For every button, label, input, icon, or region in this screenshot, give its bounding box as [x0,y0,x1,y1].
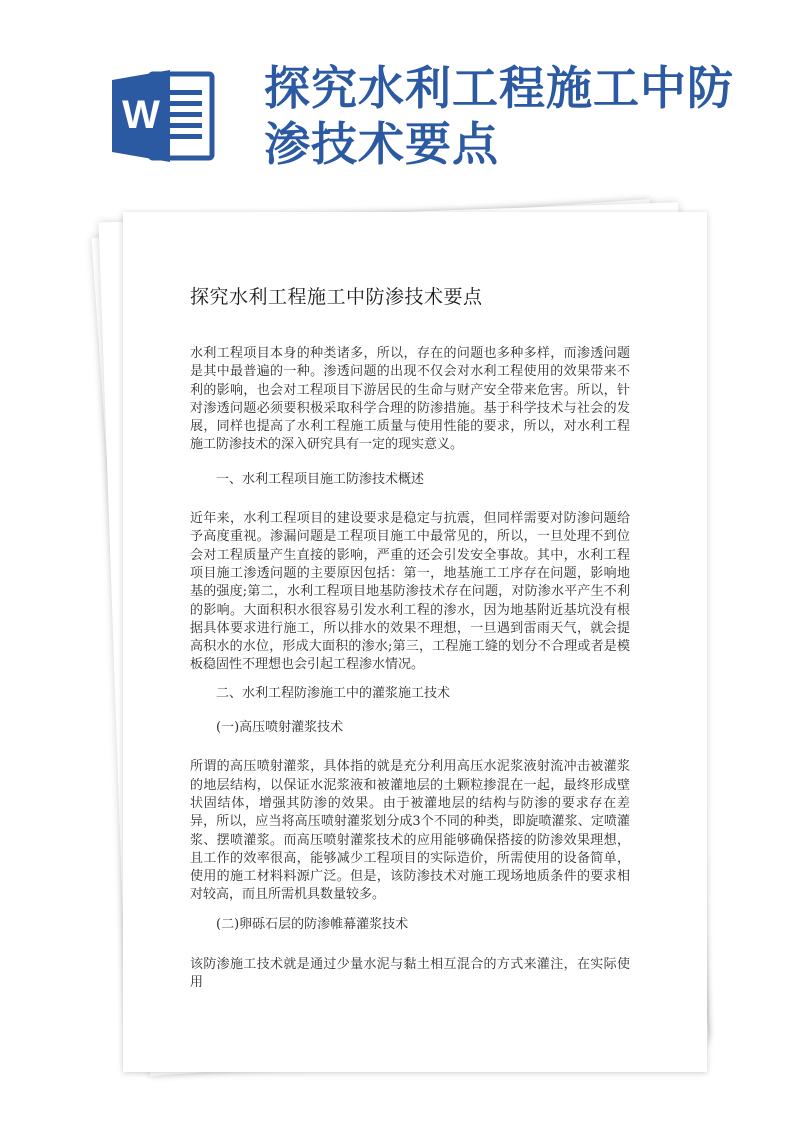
section-2-heading: 二、水利工程防渗施工中的灌浆施工技术 [216,685,451,701]
subsection-1-heading: (一)高压喷射灌浆技术 [216,720,344,736]
page-headline: 探究水利工程施工中防渗技术要点 [264,61,734,171]
subsection-2-heading: (二)卵砾石层的防渗帷幕灌浆技术 [216,916,409,932]
subsection-1-paragraph: 所谓的高压喷射灌浆，具体指的就是充分利用高压水泥浆液射流冲击被灌浆的地层结构，以保证水泥浆液和被灌地层的土颗粒掺混在一起，最终形成壁状固结体，增强其防渗的效果。由于被灌地层的结构与防渗的要求存在差异，所以，应当将高压喷射灌浆划分成3个不同的种类，即旋喷灌浆、定喷灌浆、摆喷灌浆。而高压喷射灌浆技术的应用能够确保搭接的防渗效果理想，且工作的效率很高，能够减少工程项目的实际造价，所需使用的设备简单，使用的施工材料料源广泛。但是，该防渗技术对施工现场地质条件的要求相对较高，而且所需机具数量较多。 [190,759,630,903]
word-document-icon [112,68,216,164]
word-logo-letter: W [122,93,160,137]
section-1-paragraph: 近年来，水利工程项目的建设要求是稳定与抗震，但同样需要对防渗问题给予高度重视。渗漏问题是工程项目施工中最常见的，所以，一旦处理不到位会对工程质量产生直接的影响，严重的还会引发安全事故。其中，水利工程项目施工渗透问题的主要原因包括：第一，地基施工工序存在问题，影响地基的强度;第二，水利工程项目地基防渗技术存在问题，对防渗水平产生不利的影响。大面积积水很容易引发水利工程的渗水，因为地基附近基坑没有根据具体要求进行施工，所以排水的效果不理想，一旦遇到雷雨天气，就会提高积水的水位，形成大面积的渗水;第三，工程施工缝的划分不合理或者是模板稳固性不理想也会引起工程渗水情况。 [190,511,630,673]
section-1-heading: 一、水利工程项目施工防渗技术概述 [216,471,425,487]
subsection-2-paragraph: 该防渗施工技术就是通过少量水泥与黏土相互混合的方式来灌注，在实际使用 [190,957,630,991]
intro-paragraph: 水利工程项目本身的种类诸多，所以，存在的问题也多种多样，而渗透问题是其中最普遍的一种。渗透问题的出现不仅会对水利工程使用的效果带来不利的影响，也会对工程项目下游居民的生命与财产安全带来危害。所以，针对渗透问题必须要积极采取科学合理的防渗措施。基于科学技术与社会的发展，同样也提高了水利工程施工质量与使用性能的要求，所以，对水利工程施工防渗技术的深入研究具有一定的现实意义。 [190,346,630,453]
document-body [190,345,630,993]
document-title: 探究水利工程施工中防渗技术要点 [190,286,483,308]
